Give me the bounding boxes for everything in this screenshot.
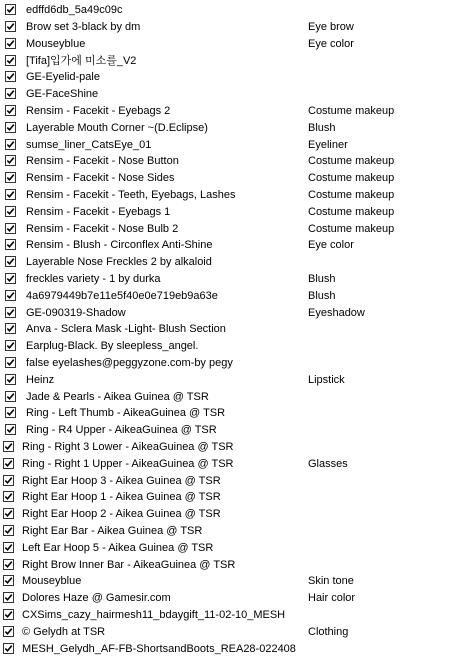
item-name: Jade & Pearls - Aikea Guinea @ TSR bbox=[26, 390, 209, 403]
item-category: Costume makeup bbox=[308, 105, 395, 118]
item-category: Skin tone bbox=[308, 575, 354, 588]
item-name: freckles variety - 1 by durka bbox=[26, 273, 161, 286]
check-mark-icon bbox=[4, 526, 13, 535]
item-category: Costume makeup bbox=[308, 155, 395, 168]
item-category: Costume makeup bbox=[308, 222, 395, 235]
item-checkbox[interactable] bbox=[5, 71, 16, 82]
item-name: Rensim - Facekit - Eyebags 1 bbox=[26, 205, 171, 218]
item-name: Right Ear Hoop 2 - Aikea Guinea @ TSR bbox=[22, 508, 221, 521]
item-name: Rensim - Facekit - Nose Bulb 2 bbox=[26, 222, 179, 235]
check-mark-icon bbox=[6, 408, 15, 417]
check-mark-icon bbox=[4, 442, 13, 451]
check-mark-icon bbox=[4, 593, 13, 602]
item-checkbox[interactable] bbox=[3, 508, 14, 519]
item-name: Right Ear Hoop 1 - Aikea Guinea @ TSR bbox=[22, 491, 221, 504]
list-item[interactable] bbox=[0, 136, 451, 153]
check-mark-icon bbox=[4, 459, 13, 468]
item-checkbox[interactable] bbox=[3, 458, 14, 469]
list-item[interactable] bbox=[0, 69, 451, 86]
item-name: Rensim - Facekit - Eyebags 2 bbox=[26, 105, 171, 118]
item-category: Blush bbox=[308, 273, 336, 286]
check-mark-icon bbox=[6, 308, 15, 317]
item-checkbox[interactable] bbox=[5, 374, 16, 385]
check-mark-icon bbox=[6, 39, 15, 48]
item-name: Ring - R4 Upper - AikeaGuinea @ TSR bbox=[26, 424, 217, 437]
list-item[interactable] bbox=[0, 388, 451, 405]
item-name: MESH_Gelydh_AF-FB-ShortsandBoots_REA28-022408 bbox=[22, 642, 296, 655]
check-mark-icon bbox=[6, 224, 15, 233]
list-item[interactable] bbox=[0, 489, 451, 506]
item-category: Costume makeup bbox=[308, 189, 395, 202]
item-checkbox[interactable] bbox=[5, 273, 16, 284]
list-item[interactable] bbox=[0, 52, 451, 69]
item-checkbox[interactable] bbox=[5, 323, 16, 334]
list-item[interactable] bbox=[0, 2, 451, 19]
check-mark-icon bbox=[6, 173, 15, 182]
check-mark-icon bbox=[6, 324, 15, 333]
list-item[interactable] bbox=[0, 372, 451, 389]
item-checkbox[interactable] bbox=[5, 256, 16, 267]
item-category: Clothing bbox=[308, 625, 349, 638]
list-item[interactable] bbox=[0, 607, 451, 624]
item-name: Rensim - Facekit - Teeth, Eyebags, Lashes bbox=[26, 189, 236, 202]
list-item[interactable] bbox=[0, 540, 451, 557]
item-category: Lipstick bbox=[308, 373, 345, 386]
list-item[interactable] bbox=[0, 153, 451, 170]
item-category: Blush bbox=[308, 121, 336, 134]
item-checkbox[interactable] bbox=[5, 172, 16, 183]
check-mark-icon bbox=[4, 644, 13, 653]
item-checkbox[interactable] bbox=[5, 155, 16, 166]
check-mark-icon bbox=[4, 492, 13, 501]
check-mark-icon bbox=[6, 375, 15, 384]
item-category: Eye color bbox=[308, 37, 354, 50]
item-name: Ring - Right 1 Upper - AikeaGuinea @ TSR bbox=[22, 457, 234, 470]
item-name: Layerable Mouth Corner ~(D.Eclipse) bbox=[26, 121, 208, 134]
list-item[interactable] bbox=[0, 590, 451, 607]
check-mark-icon bbox=[6, 22, 15, 31]
check-mark-icon bbox=[6, 341, 15, 350]
item-checkbox[interactable] bbox=[3, 609, 14, 620]
list-item[interactable] bbox=[0, 523, 451, 540]
list-item[interactable] bbox=[0, 19, 451, 36]
item-name: Ring - Left Thumb - AikeaGuinea @ TSR bbox=[26, 407, 226, 420]
item-name: edffd6db_5a49c09c bbox=[26, 4, 123, 17]
list-item[interactable] bbox=[0, 36, 451, 53]
item-category: Glasses bbox=[308, 457, 348, 470]
item-name: Left Ear Hoop 5 - Aikea Guinea @ TSR bbox=[22, 541, 214, 554]
list-item[interactable] bbox=[0, 120, 451, 137]
check-mark-icon bbox=[6, 291, 15, 300]
item-checkbox[interactable] bbox=[5, 206, 16, 217]
check-mark-icon bbox=[6, 425, 15, 434]
check-mark-icon bbox=[4, 576, 13, 585]
list-item[interactable] bbox=[0, 103, 451, 120]
check-mark-icon bbox=[6, 5, 15, 14]
item-checkbox[interactable] bbox=[5, 122, 16, 133]
list-item[interactable] bbox=[0, 220, 451, 237]
list-item[interactable] bbox=[0, 355, 451, 372]
item-checkbox[interactable] bbox=[3, 491, 14, 502]
item-name: Rensim - Blush - Circonflex Anti-Shine bbox=[26, 239, 213, 252]
check-mark-icon bbox=[6, 156, 15, 165]
check-mark-icon bbox=[4, 509, 13, 518]
item-name: [Tifa]입가에 미소를_V2 bbox=[26, 54, 137, 67]
list-item[interactable] bbox=[0, 573, 451, 590]
list-item[interactable] bbox=[0, 640, 451, 657]
check-mark-icon bbox=[6, 207, 15, 216]
check-mark-icon bbox=[6, 56, 15, 65]
item-category: Blush bbox=[308, 289, 336, 302]
item-category: Costume makeup bbox=[308, 172, 395, 185]
item-checkbox[interactable] bbox=[5, 105, 16, 116]
item-name: Heinz bbox=[26, 373, 55, 386]
item-category: Hair color bbox=[308, 592, 356, 605]
list-item[interactable] bbox=[0, 86, 451, 103]
item-category: Eye color bbox=[308, 239, 354, 252]
item-name: Right Brow Inner Bar - AikeaGuinea @ TSR bbox=[22, 558, 236, 571]
list-item[interactable] bbox=[0, 170, 451, 187]
list-item[interactable] bbox=[0, 204, 451, 221]
list-item[interactable] bbox=[0, 321, 451, 338]
item-name: CXSims_cazy_hairmesh11_bdaygift_11-02-10_MESH bbox=[22, 609, 286, 622]
item-category: Eyeshadow bbox=[308, 306, 365, 319]
check-mark-icon bbox=[4, 476, 13, 485]
item-name: GE-FaceShine bbox=[26, 88, 99, 101]
item-name: 4a6979449b7e11e5f40e0e719eb9a63e bbox=[26, 289, 218, 302]
item-checkbox[interactable] bbox=[3, 592, 14, 603]
item-name: Dolores Haze @ Gamesir.com bbox=[22, 592, 171, 605]
item-name: Anva - Sclera Mask -Light- Blush Section bbox=[26, 323, 226, 336]
item-name: GE-090319-Shadow bbox=[26, 306, 126, 319]
list-item[interactable] bbox=[0, 506, 451, 523]
list-item[interactable] bbox=[0, 472, 451, 489]
check-mark-icon bbox=[4, 543, 13, 552]
check-mark-icon bbox=[4, 610, 13, 619]
check-mark-icon bbox=[6, 274, 15, 283]
check-mark-icon bbox=[6, 123, 15, 132]
item-name: false eyelashes@peggyzone.com-by pegy bbox=[26, 357, 233, 370]
item-checkbox[interactable] bbox=[3, 475, 14, 486]
list-item[interactable] bbox=[0, 556, 451, 573]
item-checkbox[interactable] bbox=[5, 189, 16, 200]
check-mark-icon bbox=[6, 240, 15, 249]
item-checkbox[interactable] bbox=[3, 542, 14, 553]
item-category: Eyeliner bbox=[308, 138, 348, 151]
item-name: Layerable Nose Freckles 2 by alkaloid bbox=[26, 256, 212, 269]
item-category: Costume makeup bbox=[308, 205, 395, 218]
item-checkbox[interactable] bbox=[5, 38, 16, 49]
check-mark-icon bbox=[6, 392, 15, 401]
item-checkbox[interactable] bbox=[3, 441, 14, 452]
item-name: Right Ear Hoop 3 - Aikea Guinea @ TSR bbox=[22, 474, 221, 487]
item-checkbox[interactable] bbox=[5, 407, 16, 418]
check-mark-icon bbox=[6, 72, 15, 81]
list-item[interactable] bbox=[0, 439, 451, 456]
check-mark-icon bbox=[6, 190, 15, 199]
item-checkbox[interactable] bbox=[3, 559, 14, 570]
item-name: Mouseyblue bbox=[22, 575, 82, 588]
check-mark-icon bbox=[6, 140, 15, 149]
list-item[interactable] bbox=[0, 271, 451, 288]
list-item[interactable] bbox=[0, 624, 451, 641]
item-checkbox[interactable] bbox=[5, 88, 16, 99]
list-item[interactable] bbox=[0, 304, 451, 321]
item-checkbox[interactable] bbox=[3, 525, 14, 536]
item-name: Mouseyblue bbox=[26, 37, 86, 50]
item-checkbox[interactable] bbox=[5, 55, 16, 66]
item-name: Ring - Right 3 Lower - AikeaGuinea @ TSR bbox=[22, 441, 234, 454]
item-checkbox[interactable] bbox=[5, 340, 16, 351]
check-mark-icon bbox=[4, 627, 13, 636]
item-name: GE-Eyelid-pale bbox=[26, 71, 100, 84]
item-name: Right Ear Bar - Aikea Guinea @ TSR bbox=[22, 525, 203, 538]
list-item[interactable] bbox=[0, 422, 451, 439]
item-checkbox[interactable] bbox=[5, 391, 16, 402]
check-mark-icon bbox=[6, 89, 15, 98]
item-checkbox[interactable] bbox=[5, 21, 16, 32]
check-mark-icon bbox=[6, 106, 15, 115]
item-name: sumse_liner_CatsEye_01 bbox=[26, 138, 152, 151]
item-name: Brow set 3-black by dm bbox=[26, 21, 141, 34]
list-item[interactable] bbox=[0, 456, 451, 473]
check-mark-icon bbox=[4, 560, 13, 569]
item-name: © Gelydh at TSR bbox=[22, 625, 106, 638]
item-category: Eye brow bbox=[308, 21, 354, 34]
item-checkbox[interactable] bbox=[3, 626, 14, 637]
list-item[interactable] bbox=[0, 405, 451, 422]
item-checkbox[interactable] bbox=[5, 223, 16, 234]
check-mark-icon bbox=[6, 358, 15, 367]
item-name: Rensim - Facekit - Nose Button bbox=[26, 155, 179, 168]
list-item[interactable] bbox=[0, 187, 451, 204]
item-checkbox[interactable] bbox=[5, 357, 16, 368]
item-name: Earplug-Black. By sleepless_angel. bbox=[26, 340, 199, 353]
item-checkbox[interactable] bbox=[5, 139, 16, 150]
item-checkbox[interactable] bbox=[5, 239, 16, 250]
item-checkbox[interactable] bbox=[5, 290, 16, 301]
item-checkbox[interactable] bbox=[5, 4, 16, 15]
check-mark-icon bbox=[6, 257, 15, 266]
list-item[interactable] bbox=[0, 237, 451, 254]
item-checkbox[interactable] bbox=[5, 307, 16, 318]
list-item[interactable] bbox=[0, 288, 451, 305]
list-item[interactable] bbox=[0, 338, 451, 355]
item-checkbox[interactable] bbox=[5, 424, 16, 435]
item-name: Rensim - Facekit - Nose Sides bbox=[26, 172, 175, 185]
list-item[interactable] bbox=[0, 254, 451, 271]
item-checkbox[interactable] bbox=[3, 643, 14, 654]
item-checkbox[interactable] bbox=[3, 575, 14, 586]
